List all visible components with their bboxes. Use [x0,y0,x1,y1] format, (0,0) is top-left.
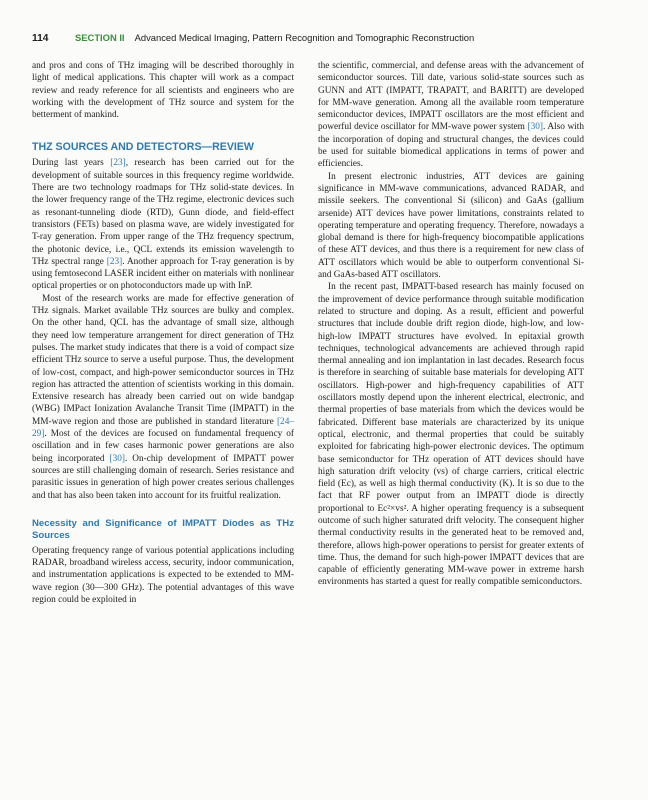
citation-link[interactable]: [23] [106,256,123,267]
section-heading-thz-sources: THZ SOURCES AND DETECTORS—REVIEW [32,141,254,154]
left-column [32,60,294,606]
paragraph-right-1: the scientific, commercial, and defense areas with the advancement of semiconductor sources. Till date, various solid-state sources such as GUNN and ATT (IMPATT, TRAPATT, and BARITT) are developed for MM-wave generation. Among all the available room temperature semiconductor devices, IMPATT oscillators are the most efficient and powerful device oscillator for MM-wave power system [30]. Also with the incorporation of doping and structural changes, the devices could be used for suitable biomedical applications in terms of power and efficiencies. [318,61,584,170]
book-title: Advanced Medical Imaging, Pattern Recognition and Tomographic Reconstruction [134,32,475,43]
paragraph-impatt-1: Operating frequency range of various potential applications including RADAR, broadband wireless access, security, indoor communication, and instrumentation applications is expected to be extended to MM-wave region (30—300 GHz). The potential advantages of this wave region could be exploited in [32,545,294,605]
subsection-heading-impatt: Necessity and Significance of IMPATT Diodes as THz Sources [32,517,294,541]
right-column [318,60,584,589]
page-number: 114 [32,33,49,44]
running-header [32,32,618,44]
intro-paragraph: and pros and cons of THz imaging will be described thoroughly in light of medical applications. This chapter will work as a compact review and ready reference for all scientists and engineers who are working with the development of THz source and system for the betterment of mankind. [32,61,294,121]
citation-link[interactable]: [30] [527,122,543,133]
citation-link[interactable]: [24–29] [32,416,294,440]
paragraph-right-3: In the recent past, IMPATT-based research has mainly focused on the improvement of device performance through suitable modification related to structure and doping. As a result, efficient and powerful structures that include double drift region diode, high-low, and low-high-low IMPATT structures have evolved. In epitaxial growth techniques, technological advancements are achieved through rapid thermal annealing and ion implantation in last decades. Research focus is therefore in searching of suitable base materials for developing ATT oscillators. High-power and high-frequency capabilities of ATT oscillators mostly depend upon the inherent electrical, electronic, and thermal properties of base materials from which the devices would be fabricated. Different base materials are characterized by its unique optical, electronic, and thermal properties that could be suitably exploited for fabricating high-power electronic devices. The optimum base semiconductor for THz operation of ATT devices should have high saturation drift velocity (vs) of charge carriers, critical electric field (Ec), as well as high thermal conductivity (K). It is so due to the fact that RF power output from an IMPATT diode is directly proportional to Ec²×vs². A higher operating frequency is a subsequent outcome of such higher saturated drift velocity. The consequent higher thermal conductivity results in the generated heat to be removed and, therefore, allows high-power operations to persist for greater extents of time. Thus, the demand for such high-power IMPATT devices that are capable of efficiently generating MM-wave power in extreme harsh environments has started a quest for really compatible semiconductors. [318,282,584,588]
citation-link[interactable]: [30] [109,453,125,464]
citation-link[interactable]: [23] [110,158,126,169]
paragraph-thz-sources-1: During last years [23], research has been carried out for the development of suitable sources in this frequency regime worldwide. There are two technology roadmaps for THz solid-state devices. In the lower frequency range of the THz regime, electronic devices such as resonant-tunneling diode (RTD), Gunn diode, and field-effect transistors (FETs) based on plasma wave, are widely investigated for T-ray generation. From upper range of the THz frequency spectrum, the photonic device, i.e., QCL extends its emission wavelength to THz spectral range [23]. Another approach for T-ray generation is by using femtosecond LASER incident either on materials with nonlinear optical properties or on photoconductors made up with InP. [32,158,295,292]
section-label: SECTION II [75,32,125,43]
paragraph-right-2: In present electronic industries, ATT devices are gaining significance in MM-wave communications, advanced RADAR, and missile seekers. The conventional Si (silicon) and GaAs (gallium arsenide) ATT devices have power limitations, constraints related to operating temperature and operating frequency. Therefore, nowadays a global demand is there for high-frequency biocompatible applications of these ATT devices, and thus there is a requirement for new class of ATT oscillators which would be able to outperform conventional Si- and GaAs-based ATT oscillators. [318,171,584,281]
paragraph-thz-sources-2: Most of the research works are made for effective generation of THz signals. Market available THz sources are bulky and complex. On the other hand, QCL has the advantage of small size, although they need low temperature arrangement for direct generation of THz pulses. The market study indicates that there is a void of compact size efficient THz source to serve a useful purpose. Thus, the development of low-cost, compact, and high-power semiconductor sources in THz region has attracted the attention of scientists working in this domain. Extensive research has already been carried out on wide bandgap (WBG) IMPact Ionization Avalanche Transit Time (IMPATT) in the MM-wave region and those are published in standard literature [24–29]. Most of the devices are focused on fundamental frequency of oscillation and in few cases harmonic power generations are also being incorporated [30]. On-chip development of IMPATT power sources are still challenging domain of research. Series resistance and parasitic issues in generation of high power creates serious challenges and that has also been taken into account for its fruitful realization. [32,293,294,501]
